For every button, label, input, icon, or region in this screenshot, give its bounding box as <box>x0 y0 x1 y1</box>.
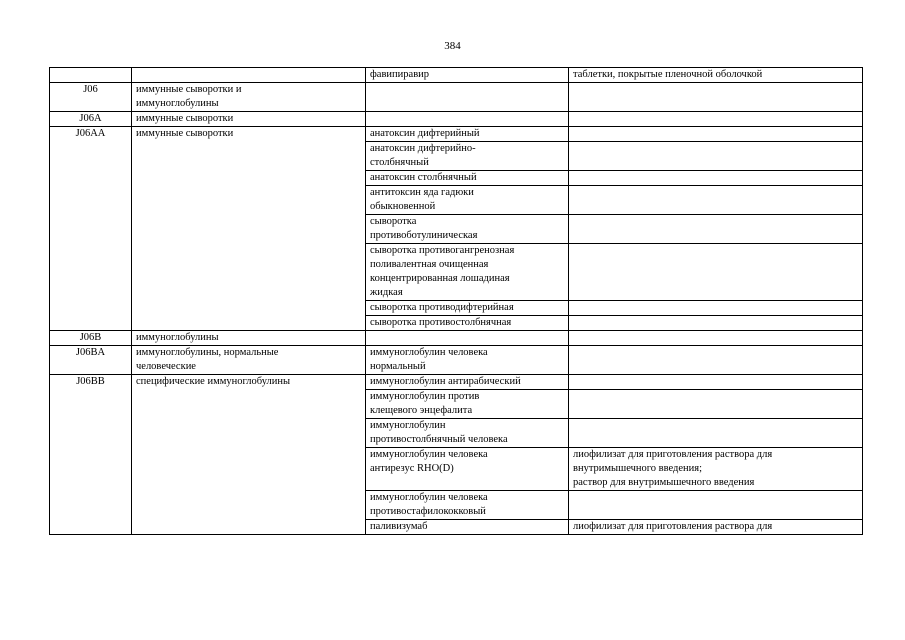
form-cell: лиофилизат для приготовления раствора для <box>569 520 863 535</box>
atc-code-cell <box>50 215 132 244</box>
table-row <box>50 491 863 520</box>
form-cell <box>569 331 863 346</box>
form-cell <box>569 171 863 186</box>
form-cell <box>569 316 863 331</box>
drug-cell: сыворотка противогангренозная поливалентная очищенная концентрированная лошадиная жидкая <box>366 244 569 301</box>
atc-code-cell <box>50 142 132 171</box>
table-row <box>50 375 863 390</box>
drug-cell: анатоксин дифтерийный <box>366 127 569 142</box>
form-cell <box>569 346 863 375</box>
group-cell: иммунные сыворотки и иммуноглобулины <box>132 83 366 112</box>
table-row <box>50 171 863 186</box>
page-number: 384 <box>444 40 461 52</box>
form-cell <box>569 491 863 520</box>
table-row <box>50 68 863 83</box>
medication-table <box>49 67 863 535</box>
drug-cell: иммуноглобулин антирабический <box>366 375 569 390</box>
drug-cell: анатоксин столбнячный <box>366 171 569 186</box>
group-cell: специфические иммуноглобулины <box>132 375 366 390</box>
drug-cell <box>366 112 569 127</box>
atc-code-cell <box>50 419 132 448</box>
atc-code-cell <box>50 68 132 83</box>
drug-cell: сыворотка противоботулиническая <box>366 215 569 244</box>
drug-cell: иммуноглобулин против клещевого энцефалита <box>366 390 569 419</box>
drug-cell: сыворотка противодифтерийная <box>366 301 569 316</box>
atc-code-cell <box>50 520 132 535</box>
table-row <box>50 244 863 301</box>
group-cell <box>132 419 366 448</box>
group-cell <box>132 171 366 186</box>
table-row <box>50 83 863 112</box>
form-cell <box>569 390 863 419</box>
atc-code-cell <box>50 301 132 316</box>
table-row <box>50 316 863 331</box>
drug-cell: иммуноглобулин человека антирезус RHO(D) <box>366 448 569 491</box>
drug-cell: иммуноглобулин противостолбнячный человека <box>366 419 569 448</box>
form-cell <box>569 215 863 244</box>
atc-code-cell <box>50 491 132 520</box>
form-cell <box>569 419 863 448</box>
group-cell <box>132 244 366 301</box>
drug-cell: анатоксин дифтерийно- столбнячный <box>366 142 569 171</box>
table-row <box>50 142 863 171</box>
group-cell <box>132 142 366 171</box>
table-row <box>50 346 863 375</box>
table-row <box>50 301 863 316</box>
group-cell <box>132 316 366 331</box>
table-row <box>50 127 863 142</box>
drug-cell: паливизумаб <box>366 520 569 535</box>
group-cell <box>132 186 366 215</box>
group-cell: иммунные сыворотки <box>132 112 366 127</box>
table-row <box>50 390 863 419</box>
group-cell <box>132 491 366 520</box>
group-cell <box>132 520 366 535</box>
drug-cell: иммуноглобулин человека противостафилококковый <box>366 491 569 520</box>
table-row <box>50 215 863 244</box>
form-cell <box>569 83 863 112</box>
atc-code-cell: J06B <box>50 331 132 346</box>
drug-cell: иммуноглобулин человека нормальный <box>366 346 569 375</box>
table-row <box>50 520 863 535</box>
form-cell <box>569 186 863 215</box>
form-cell: лиофилизат для приготовления раствора для внутримышечного введения; раствор для внутримышечного введения <box>569 448 863 491</box>
form-cell <box>569 142 863 171</box>
group-cell: иммуноглобулины <box>132 331 366 346</box>
table-row <box>50 419 863 448</box>
atc-code-cell <box>50 316 132 331</box>
group-cell <box>132 448 366 491</box>
drug-cell <box>366 331 569 346</box>
drug-cell: фавипиравир <box>366 68 569 83</box>
atc-code-cell: J06BB <box>50 375 132 390</box>
form-cell <box>569 301 863 316</box>
drug-cell <box>366 83 569 112</box>
form-cell <box>569 244 863 301</box>
group-cell <box>132 301 366 316</box>
atc-code-cell: J06A <box>50 112 132 127</box>
group-cell <box>132 390 366 419</box>
form-cell <box>569 127 863 142</box>
table-row <box>50 186 863 215</box>
atc-code-cell <box>50 448 132 491</box>
atc-code-cell <box>50 186 132 215</box>
drug-cell: сыворотка противостолбнячная <box>366 316 569 331</box>
group-cell: иммуноглобулины, нормальные человеческие <box>132 346 366 375</box>
form-cell <box>569 375 863 390</box>
group-cell: иммунные сыворотки <box>132 127 366 142</box>
atc-code-cell: J06 <box>50 83 132 112</box>
group-cell <box>132 215 366 244</box>
atc-code-cell <box>50 171 132 186</box>
form-cell <box>569 112 863 127</box>
group-cell <box>132 68 366 83</box>
atc-code-cell <box>50 244 132 301</box>
table-row <box>50 112 863 127</box>
atc-code-cell: J06BA <box>50 346 132 375</box>
table-row <box>50 331 863 346</box>
table-row <box>50 448 863 491</box>
drug-cell: антитоксин яда гадюки обыкновенной <box>366 186 569 215</box>
form-cell: таблетки, покрытые пленочной оболочкой <box>569 68 863 83</box>
atc-code-cell <box>50 390 132 419</box>
atc-code-cell: J06AA <box>50 127 132 142</box>
